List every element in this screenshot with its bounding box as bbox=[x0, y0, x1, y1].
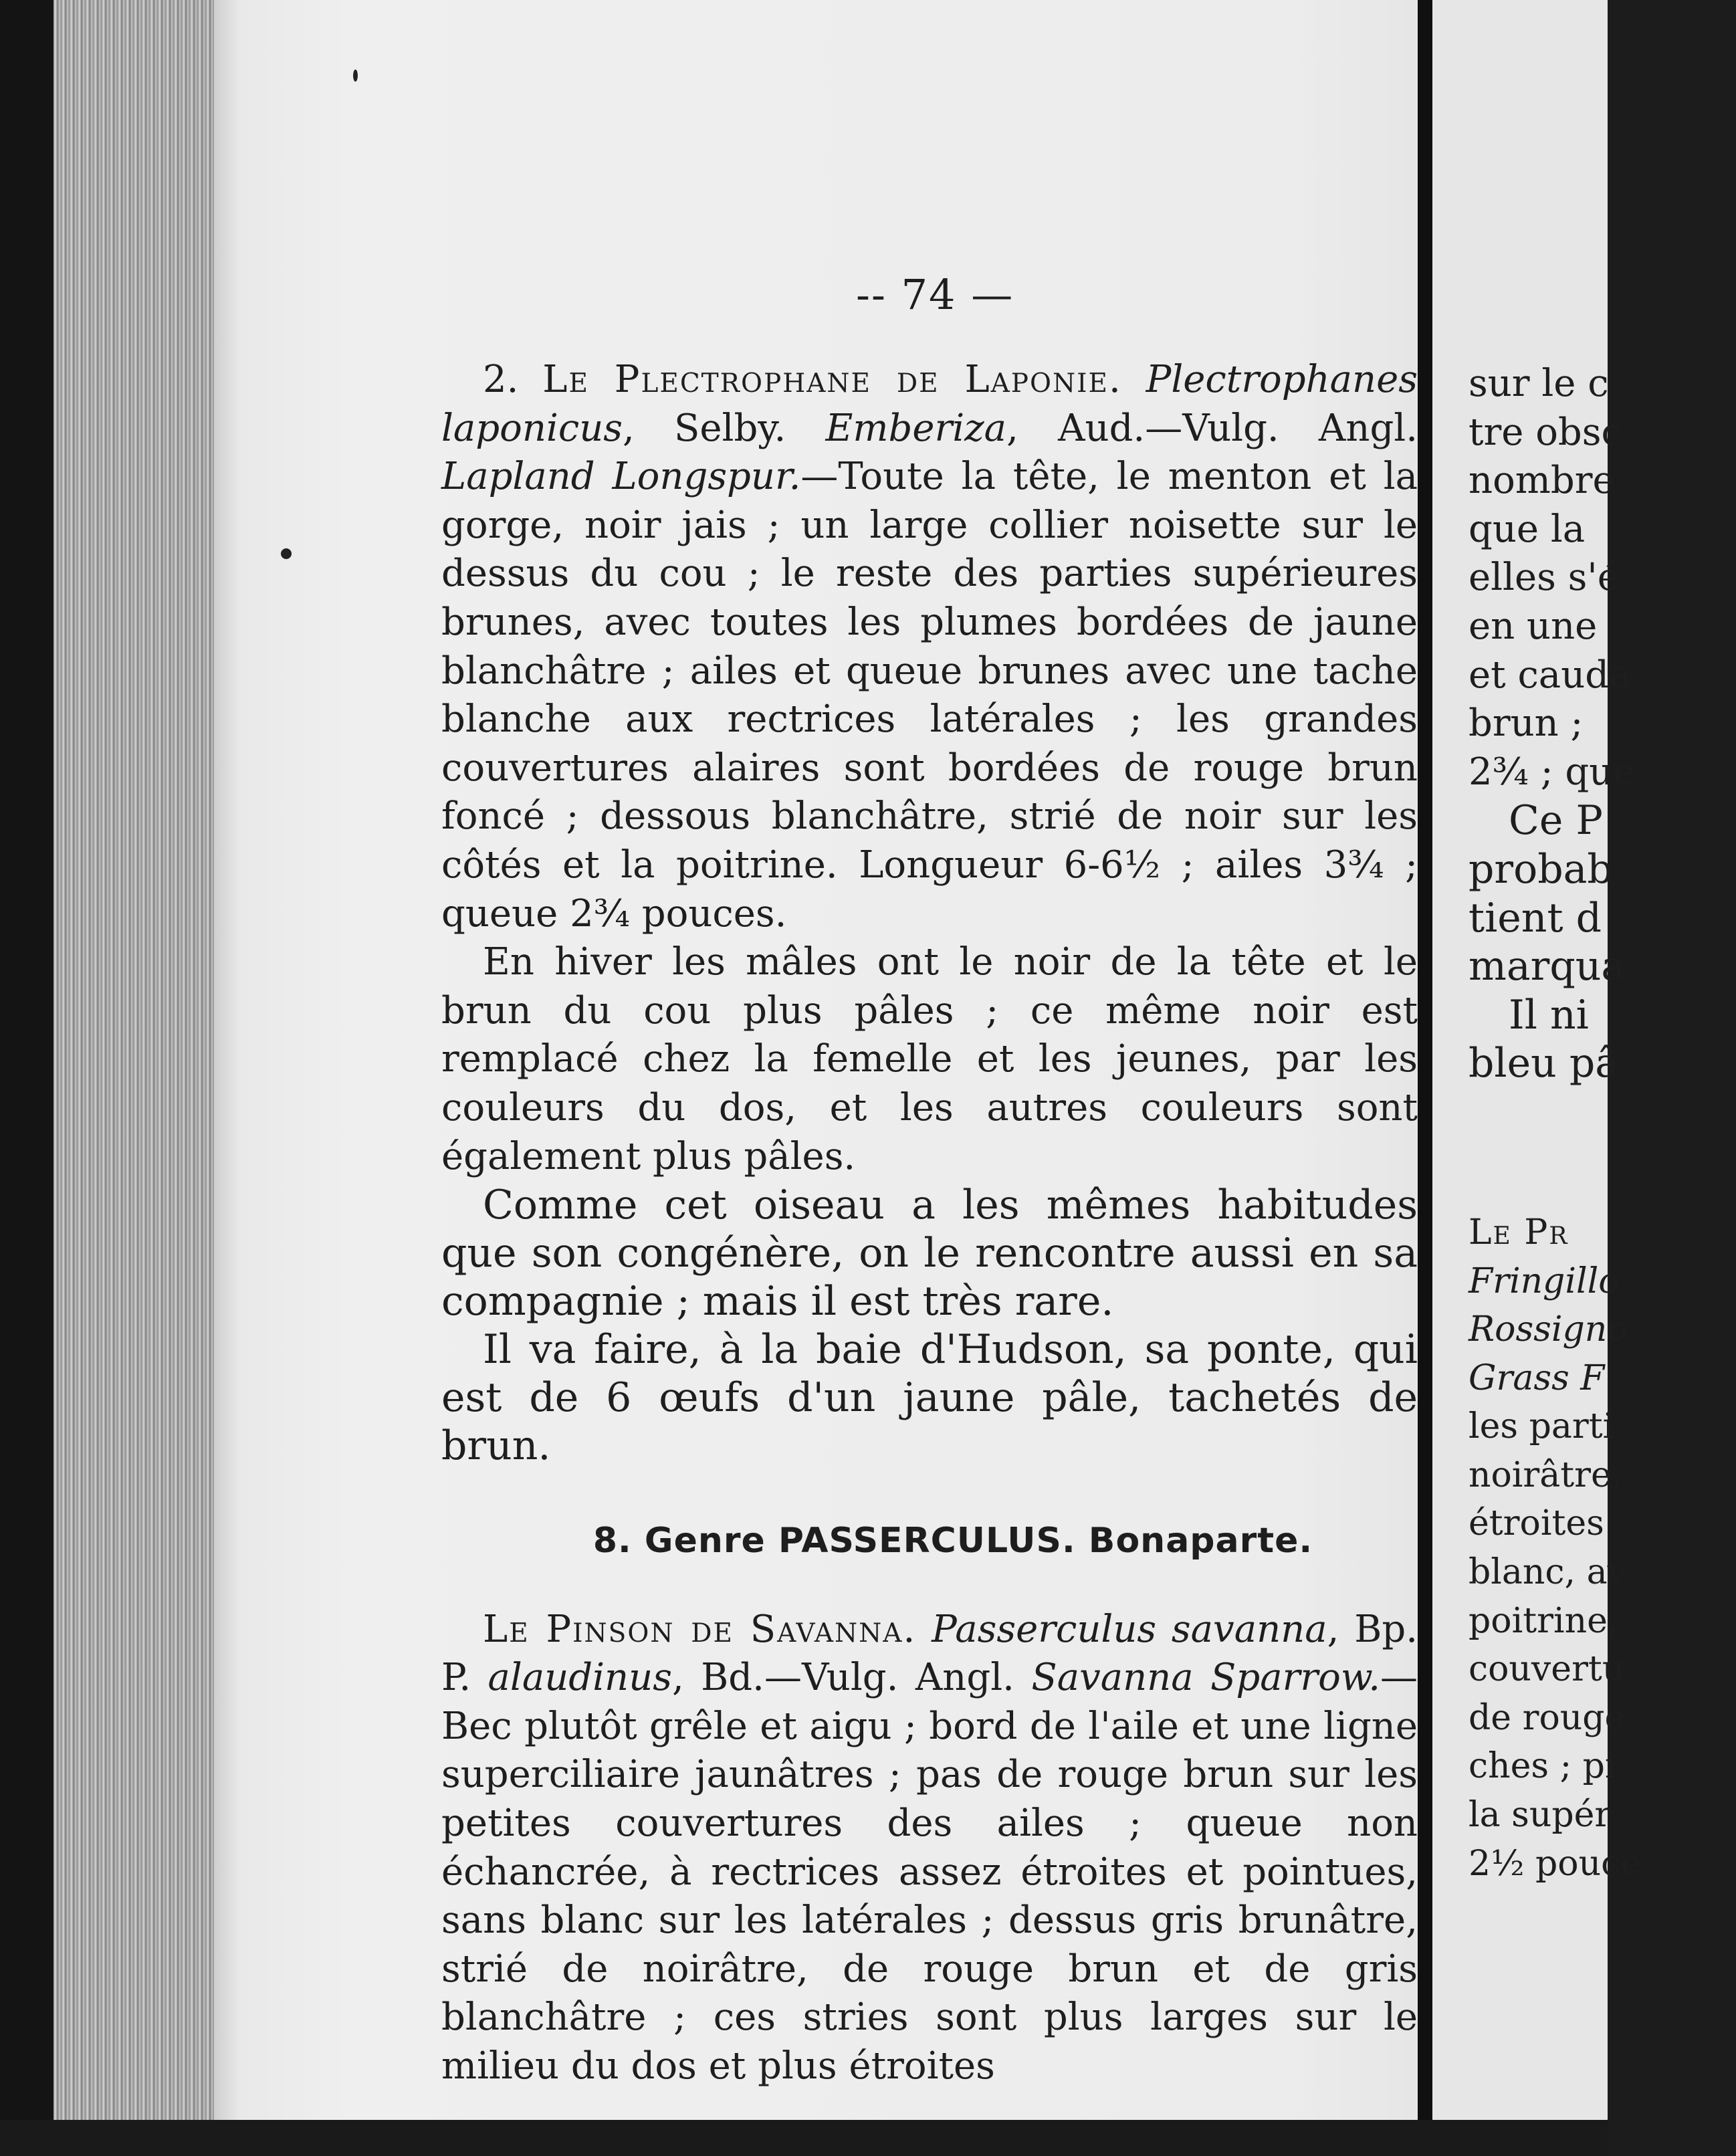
fragment-line: blanc, av bbox=[1469, 1552, 1627, 1593]
fragment-line: Il ni bbox=[1509, 991, 1589, 1039]
paragraph-nesting: Il va faire, à la baie d'Hudson, sa ponte, qui est de 6 œufs d'un jaune pâle, tachetés de brun. bbox=[441, 1326, 1418, 1470]
fragment-line: Le Pr bbox=[1469, 1212, 1569, 1253]
latin-name: Plectrophanes laponicus bbox=[441, 358, 1418, 450]
fragment-line: en une bbox=[1469, 604, 1598, 648]
ink-speck bbox=[353, 70, 358, 82]
spacer bbox=[1469, 1088, 1736, 1208]
author-name: , Bp. P. bbox=[441, 1607, 1418, 1700]
fragment-line: noirâtre, bbox=[1469, 1454, 1623, 1495]
scan-bottom-edge bbox=[0, 2120, 1608, 2156]
author-name: , Selby. bbox=[623, 406, 826, 450]
fragment-line: de rouge bbox=[1469, 1697, 1626, 1738]
scan-left-edge bbox=[0, 0, 60, 2156]
vernacular-prefix: , Aud.—Vulg. Angl. bbox=[1006, 406, 1418, 450]
right-page-fragment bbox=[1432, 0, 1641, 2156]
fragment-line: que la bbox=[1469, 507, 1586, 551]
fragment-line: brun ; bbox=[1469, 702, 1584, 746]
fragment-line: étroites bbox=[1469, 1503, 1604, 1544]
species-description: —Toute la tête, le menton et la gorge, noir jais ; un large collier noisette sur le dessus du cou ; le reste des parties supérieures brunes, avec toutes les plumes bordées de jaune blanchâtre ; ailes et queue brunes avec une tache blanche aux rectrices latérales ; les grandes couvertures alaires sont bordées de rouge brun foncé ; dessous blanchâtre, strié de noir sur les côtés et la poitrine. Longueur 6-6½ ; ailes 3¾ ; queue 2¾ pouces. bbox=[441, 455, 1418, 936]
fragment-line: tre obsc bbox=[1469, 410, 1622, 454]
species-name: Le Plectrophane de Laponie. bbox=[542, 358, 1122, 401]
paragraph-habits: Comme cet oiseau a les mêmes habitudes que son congénère, on le rencontre aussi en sa compagnie ; mais il est très rare. bbox=[441, 1182, 1418, 1325]
fragment-line: bleu pâ bbox=[1469, 1040, 1619, 1087]
species-entry-passerculus bbox=[441, 1606, 1418, 2091]
fragment-line: sur le c bbox=[1469, 362, 1609, 405]
fragment-line: tient d bbox=[1469, 894, 1602, 942]
entry-number: 2. bbox=[483, 358, 543, 401]
right-page-block-2 bbox=[1469, 796, 1736, 1088]
fragment-line: nombre bbox=[1469, 459, 1615, 503]
fragment-line: probab bbox=[1469, 845, 1613, 893]
fragment-line: Fringillo bbox=[1469, 1261, 1620, 1301]
fragment-line: Grass F bbox=[1469, 1358, 1605, 1398]
fragment-line: marqua bbox=[1469, 943, 1626, 990]
fragment-line: la supér bbox=[1469, 1795, 1612, 1836]
fragment-line: Rossigno bbox=[1469, 1309, 1628, 1350]
fragment-line: ches ; pi bbox=[1469, 1746, 1616, 1787]
right-page-block-1 bbox=[1469, 360, 1736, 796]
fragment-line: 2¾ ; que bbox=[1469, 750, 1636, 794]
fragment-line: et cauda bbox=[1469, 653, 1632, 697]
fragment-line: Ce P bbox=[1509, 797, 1603, 845]
latin-synonym: alaudinus bbox=[487, 1656, 672, 1700]
latin-synonym: Emberiza bbox=[825, 406, 1007, 450]
genus-heading: 8. Genre PASSERCULUS. Bonaparte. bbox=[592, 1521, 1313, 1561]
page-number: -- 74 — bbox=[856, 270, 1014, 319]
fragment-line: couvertu bbox=[1469, 1649, 1625, 1690]
page-body bbox=[441, 356, 1418, 2091]
vernacular-prefix: , Bd.—Vulg. Angl. bbox=[671, 1656, 1032, 1700]
english-name: Savanna Sparrow. bbox=[1031, 1656, 1380, 1700]
latin-name: Passerculus savanna bbox=[932, 1607, 1327, 1651]
fragment-line: poitrine, bbox=[1469, 1600, 1619, 1641]
english-name: Lapland Longspur. bbox=[441, 455, 801, 499]
right-page-text bbox=[1469, 360, 1736, 1888]
species-name: Le Pinson de Savanna. bbox=[483, 1607, 917, 1651]
fragment-line: 2½ pouce bbox=[1469, 1843, 1641, 1884]
right-page-block-3 bbox=[1469, 1208, 1736, 1888]
paragraph-winter-plumage: En hiver les mâles ont le noir de la tête et le brun du cou plus pâles ; ce même noir est remplacé chez la femelle et les jeunes, par les couleurs du dos, et les autres couleurs sont également plus pâles. bbox=[441, 940, 1418, 1178]
fragment-line: elles s'é bbox=[1469, 556, 1620, 600]
ink-speck bbox=[281, 548, 292, 559]
fragment-line: les parti bbox=[1469, 1406, 1614, 1447]
book-gutter bbox=[1418, 0, 1432, 2156]
page-edge-stack bbox=[53, 0, 221, 2156]
species-description: — Bec plutôt grêle et aigu ; bord de l'aile et une ligne superciliaire jaunâtres ; pas de rouge brun sur les petites couvertures des ailes ; queue non échancrée, à rectrices assez étroites et pointues, sans blanc sur les latérales ; dessus gris brunâtre, strié de noirâtre, de rouge brun et de gris blanchâtre ; ces stries sont plus larges sur le milieu du dos et plus étroites bbox=[441, 1656, 1418, 2088]
species-entry-plectrophane bbox=[441, 356, 1418, 938]
